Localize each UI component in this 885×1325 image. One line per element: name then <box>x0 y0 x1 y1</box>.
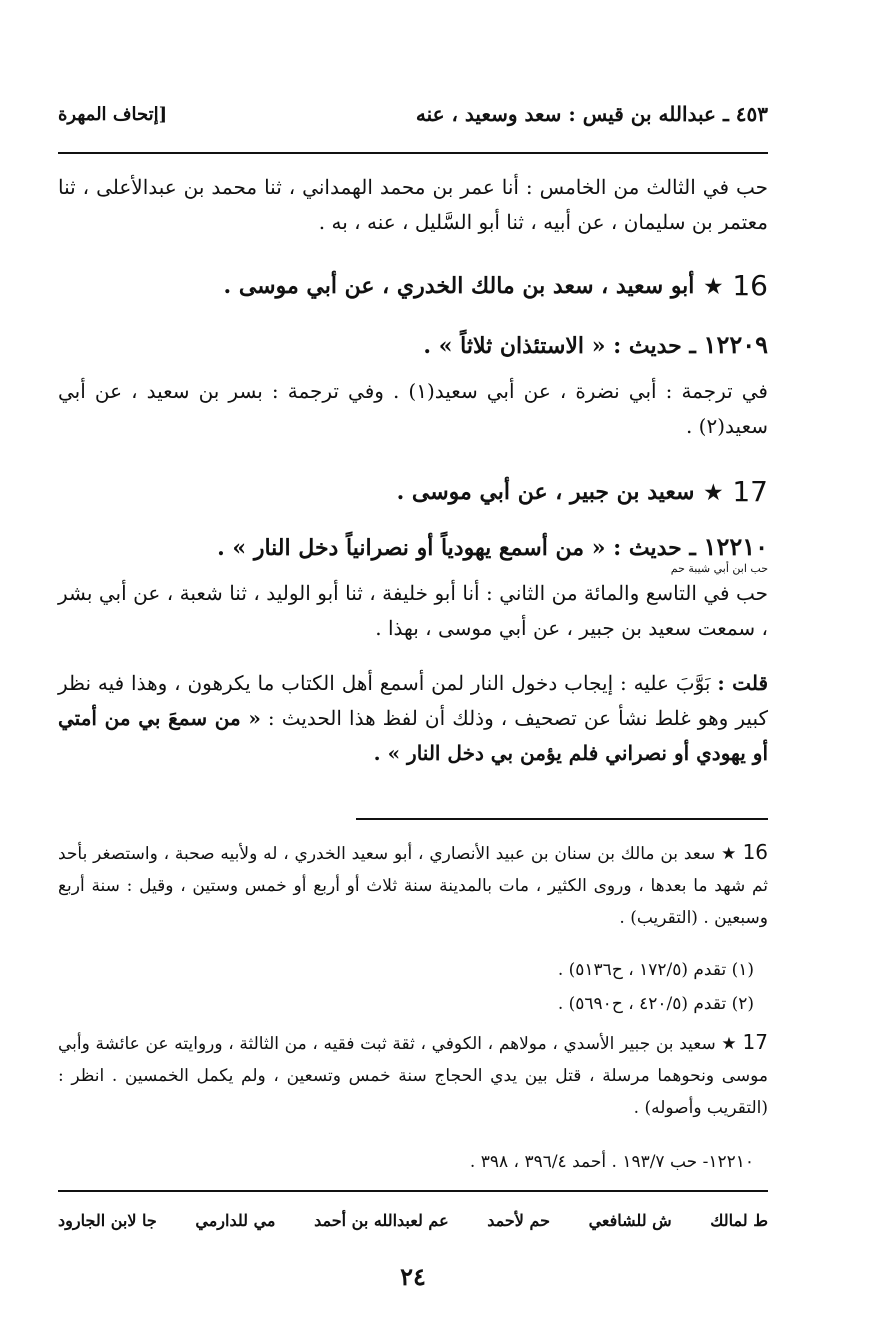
abbreviation-item: عم لعبدالله بن أحمد <box>314 1210 449 1230</box>
footer-rule <box>58 1190 768 1192</box>
header-rule <box>58 152 768 154</box>
footnote-16 <box>58 836 768 934</box>
page <box>58 0 768 1325</box>
header-book-title: [إتحاف المهرة <box>58 103 168 125</box>
star-icon: ★ <box>704 274 723 298</box>
narrator-name: سعيد بن جبير ، عن أبي موسى . <box>396 479 695 505</box>
footnote-text: سعد بن مالك بن سنان بن عبيد الأنصاري ، أبو سعيد الخدري ، له ولأبيه صحبة ، واستصغر بأحد ثم شهد ما بعدها ، وروى الكثير ، مات بالمدينة سنة ثلاث أو أربع أو خمس وستين ، وقيل : سنة أربع وسبعين . (التقريب) . <box>58 844 769 928</box>
commentary-text: بَوَّبَ عليه : إيجاب دخول النار لمن أسمع أهل الكتاب ما يكرهون ، وهذا فيه نظر كبير وهو غلط نشأ عن تصحيف ، وذلك أن لفظ هذا الحديث : <box>58 671 768 730</box>
narrator-number: 17 <box>732 475 768 508</box>
footnote-rule <box>356 818 768 820</box>
narrator-heading-16 <box>58 266 768 306</box>
footnote-12210: ١٢٢١٠- حب ١٩٣/٧ . أحمد ٣٩٦/٤ ، ٣٩٨ . <box>469 1152 754 1172</box>
isnad-paragraph-1: حب في الثالث من الخامس : أنا عمر بن محمد الهمداني ، ثنا محمد بن عبدالأعلى ، ثنا معتمر بن سليمان ، عن أبيه ، ثنا أبو السَّليل ، عنه ، به . <box>58 175 768 234</box>
abbreviation-item: مي للدارمي <box>195 1210 276 1230</box>
footnote-2: (٢) تقدم (٤٢٠/٥ ، ح٥٦٩٠) . <box>557 994 754 1014</box>
hadith-title: ـ حديث : « من أسمع يهودياً أو نصرانياً دخل النار » . <box>217 535 696 561</box>
footnote-17 <box>58 1026 768 1124</box>
abbreviation-item: حم لأحمد <box>487 1210 550 1230</box>
hadith-title: ـ حديث : « الاستئذان ثلاثاً » . <box>423 333 696 359</box>
hadith-sources-note: حب ابن أبي شيبة حم <box>670 562 768 575</box>
header-chapter-title: ٤٥٣ ـ عبدالله بن قيس : سعد وسعيد ، عنه <box>415 102 768 126</box>
star-icon: ★ <box>721 844 737 864</box>
abbreviation-item: ط لمالك <box>710 1210 768 1230</box>
hadith-number: ١٢٢١٠ <box>703 532 768 561</box>
commentary-lead: قلت : <box>717 671 769 695</box>
page-number: ٢٤ <box>400 1262 426 1291</box>
star-icon: ★ <box>721 1034 737 1054</box>
narrator-number: 16 <box>732 269 768 302</box>
abbreviation-item: جا لابن الجارود <box>58 1210 157 1230</box>
commentary-paragraph <box>58 666 768 771</box>
footnote-number: 17 <box>742 1030 768 1054</box>
hadith-heading-12210 <box>58 528 768 567</box>
hadith-number: ١٢٢٠٩ <box>703 330 768 359</box>
narrator-heading-17 <box>58 472 768 512</box>
isnad-paragraph-2: في ترجمة : أبي نضرة ، عن أبي سعيد(١) . وفي ترجمة : بسر بن سعيد ، عن أبي سعيد(٢) . <box>58 379 768 438</box>
hadith-heading-12209 <box>58 326 768 365</box>
star-icon: ★ <box>704 480 723 504</box>
running-header <box>58 96 768 132</box>
narrator-name: أبو سعيد ، سعد بن مالك الخدري ، عن أبي موسى . <box>223 273 695 299</box>
footnote-1: (١) تقدم (١٧٢/٥ ، ح٥١٣٦) . <box>557 960 754 980</box>
isnad-paragraph-3: حب في التاسع والمائة من الثاني : أنا أبو خليفة ، ثنا أبو الوليد ، ثنا شعبة ، عن أبي بشر ، سمعت سعيد بن جبير ، عن أبي موسى ، بهذا . <box>58 581 768 640</box>
abbreviation-item: ش للشافعي <box>588 1210 672 1230</box>
footnote-text: سعيد بن جبير الأسدي ، مولاهم ، الكوفي ، ثقة ثبت فقيه ، من الثالثة ، وروايته عن عائشة وأبي موسى ونحوهما مرسلة ، قتل بين يدي الحجاج سنة خمس وتسعين ، ولم يكمل الخمسين . انظر : (التقريب وأصوله) . <box>58 1034 768 1118</box>
footnote-number: 16 <box>742 840 769 864</box>
commentary-quote: « من سمعَ بي من أمتي أو يهودي أو نصراني فلم يؤمن بي دخل النار » . <box>58 706 768 765</box>
abbreviation-legend <box>58 1203 768 1237</box>
